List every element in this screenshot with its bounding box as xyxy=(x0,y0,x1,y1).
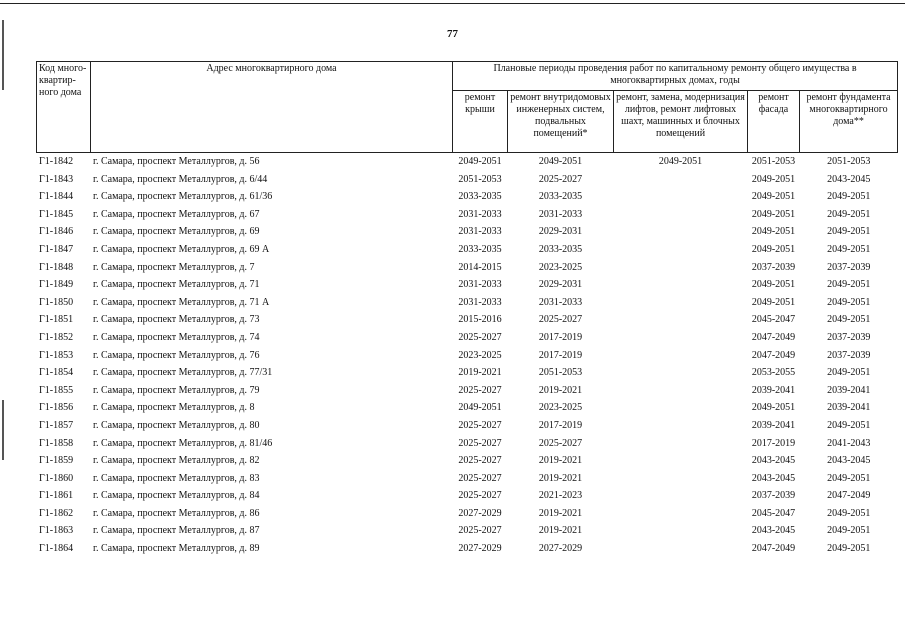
cell-address: г. Самара, проспект Металлургов, д. 69 А xyxy=(93,243,270,255)
table-row xyxy=(37,452,898,470)
cell-roof: 2019-2021 xyxy=(458,367,502,379)
cell-address: г. Самара, проспект Металлургов, д. 56 xyxy=(93,156,260,167)
table-row xyxy=(37,188,898,206)
cell-code: Г1-1848 xyxy=(39,261,74,273)
cell-address: г. Самара, проспект Металлургов, д. 71 xyxy=(93,279,260,291)
cell-foundation: 2037-2039 xyxy=(827,349,871,361)
cell-roof: 2049-2051 xyxy=(458,156,502,167)
cell-elevators xyxy=(614,487,748,505)
cell-foundation: 2051-2053 xyxy=(827,156,871,167)
cell-roof: 2025-2027 xyxy=(458,437,502,449)
cell-engineering: 2031-2033 xyxy=(538,208,583,220)
cell-code: Г1-1849 xyxy=(39,279,74,291)
cell-address: г. Самара, проспект Металлургов, д. 7 xyxy=(93,261,255,273)
cell-elevators xyxy=(614,294,748,312)
table-row xyxy=(37,399,898,417)
header-foundation: ремонт фундамента многоквартирного дома** xyxy=(800,91,898,153)
cell-address: г. Самара, проспект Металлургов, д. 83 xyxy=(93,472,260,484)
cell-engineering: 2031-2033 xyxy=(538,296,583,308)
cell-facade: 2047-2049 xyxy=(751,543,796,555)
cell-engineering: 2025-2027 xyxy=(538,437,583,449)
cell-engineering: 2033-2035 xyxy=(538,243,583,255)
header-engineering: ремонт внутридомовых инженерных систем, подвальных помещений* xyxy=(508,91,614,153)
cell-roof: 2023-2025 xyxy=(458,349,502,361)
table-row xyxy=(37,259,898,277)
cell-address: г. Самара, проспект Металлургов, д. 84 xyxy=(93,490,260,502)
cell-facade: 2043-2045 xyxy=(751,525,796,537)
cell-roof: 2027-2029 xyxy=(458,507,502,519)
cell-foundation: 2039-2041 xyxy=(827,402,871,414)
cell-engineering: 2019-2021 xyxy=(538,384,583,396)
cell-elevators xyxy=(614,311,748,329)
cell-facade: 2037-2039 xyxy=(751,490,796,502)
cell-elevators xyxy=(614,417,748,435)
cell-foundation: 2049-2051 xyxy=(827,279,871,291)
repair-schedule-table xyxy=(36,61,898,558)
header-address: Адрес многоквартирного дома xyxy=(91,62,453,153)
cell-address: г. Самара, проспект Металлургов, д. 87 xyxy=(93,525,260,537)
cell-engineering: 2019-2021 xyxy=(538,455,583,467)
cell-address: г. Самара, проспект Металлургов, д. 80 xyxy=(93,419,260,431)
cell-foundation: 2049-2051 xyxy=(827,507,871,519)
cell-engineering: 2017-2019 xyxy=(538,419,583,431)
cell-roof: 2051-2053 xyxy=(458,173,502,185)
table-row xyxy=(37,470,898,488)
cell-code: Г1-1854 xyxy=(39,367,74,379)
cell-code: Г1-1843 xyxy=(39,173,74,185)
cell-code: Г1-1859 xyxy=(39,455,74,467)
cell-code: Г1-1842 xyxy=(39,156,74,167)
cell-foundation: 2049-2051 xyxy=(827,367,871,379)
cell-code: Г1-1844 xyxy=(39,191,74,203)
cell-elevators xyxy=(614,470,748,488)
table-row xyxy=(37,382,898,400)
cell-foundation: 2049-2051 xyxy=(827,226,871,238)
cell-facade: 2017-2019 xyxy=(751,437,796,449)
cell-roof: 2049-2051 xyxy=(458,402,502,414)
cell-facade: 2049-2051 xyxy=(751,402,796,414)
cell-roof: 2031-2033 xyxy=(458,226,502,238)
cell-foundation: 2049-2051 xyxy=(827,419,871,431)
table-row xyxy=(37,311,898,329)
cell-elevators xyxy=(614,223,748,241)
scan-edge-mark xyxy=(2,400,4,460)
cell-elevators xyxy=(614,171,748,189)
cell-roof: 2025-2027 xyxy=(458,490,502,502)
cell-foundation: 2049-2051 xyxy=(827,208,871,220)
cell-engineering: 2023-2025 xyxy=(538,402,583,414)
page-top-rule xyxy=(0,3,905,4)
header-code: Код много-квартир-ного дома xyxy=(37,62,91,153)
cell-roof: 2025-2027 xyxy=(458,455,502,467)
cell-foundation: 2047-2049 xyxy=(827,490,871,502)
cell-code: Г1-1853 xyxy=(39,349,74,361)
cell-roof: 2025-2027 xyxy=(458,525,502,537)
cell-facade: 2049-2051 xyxy=(751,296,796,308)
cell-foundation: 2049-2051 xyxy=(827,525,871,537)
cell-foundation: 2043-2045 xyxy=(827,173,871,185)
cell-foundation: 2049-2051 xyxy=(827,296,871,308)
cell-engineering: 2021-2023 xyxy=(538,490,583,502)
cell-elevators xyxy=(614,382,748,400)
table-row xyxy=(37,522,898,540)
header-row-top xyxy=(37,62,898,91)
cell-code: Г1-1855 xyxy=(39,384,74,396)
table-row xyxy=(37,487,898,505)
table-row xyxy=(37,540,898,558)
cell-address: г. Самара, проспект Металлургов, д. 86 xyxy=(93,507,260,519)
cell-address: г. Самара, проспект Металлургов, д. 76 xyxy=(93,349,260,361)
cell-roof: 2015-2016 xyxy=(458,314,502,326)
cell-facade: 2049-2051 xyxy=(751,226,796,238)
cell-facade: 2049-2051 xyxy=(751,279,796,291)
cell-code: Г1-1847 xyxy=(39,243,74,255)
cell-engineering: 2027-2029 xyxy=(538,543,583,555)
cell-elevators xyxy=(614,329,748,347)
cell-roof: 2025-2027 xyxy=(458,419,502,431)
cell-engineering: 2033-2035 xyxy=(538,191,583,203)
cell-address: г. Самара, проспект Металлургов, д. 67 xyxy=(93,208,260,220)
cell-code: Г1-1864 xyxy=(39,543,74,555)
cell-roof: 2014-2015 xyxy=(458,261,502,273)
cell-foundation: 2043-2045 xyxy=(827,455,871,467)
cell-engineering: 2017-2019 xyxy=(538,331,583,343)
cell-elevators xyxy=(614,347,748,365)
cell-code: Г1-1863 xyxy=(39,525,74,537)
table-row xyxy=(37,153,898,171)
table-row xyxy=(37,206,898,224)
cell-engineering: 2019-2021 xyxy=(538,472,583,484)
table-row xyxy=(37,276,898,294)
table-row xyxy=(37,171,898,189)
cell-engineering: 2025-2027 xyxy=(538,173,583,185)
cell-elevators: 2049-2051 xyxy=(658,156,703,167)
cell-engineering: 2025-2027 xyxy=(538,314,583,326)
cell-roof: 2033-2035 xyxy=(458,243,502,255)
cell-address: г. Самара, проспект Металлургов, д. 79 xyxy=(93,384,260,396)
cell-code: Г1-1852 xyxy=(39,331,74,343)
cell-code: Г1-1845 xyxy=(39,208,74,220)
cell-address: г. Самара, проспект Металлургов, д. 77/31 xyxy=(93,367,273,379)
header-elevators: ремонт, замена, модернизация лифтов, ремонт лифтовых шахт, машинных и блочных помещений xyxy=(614,91,748,153)
cell-foundation: 2049-2051 xyxy=(827,472,871,484)
cell-elevators xyxy=(614,259,748,277)
cell-elevators xyxy=(614,435,748,453)
page-number: 77 xyxy=(447,28,458,40)
cell-address: г. Самара, проспект Металлургов, д. 89 xyxy=(93,543,260,555)
cell-foundation: 2049-2051 xyxy=(827,191,871,203)
cell-code: Г1-1851 xyxy=(39,314,74,326)
cell-code: Г1-1862 xyxy=(39,507,74,519)
cell-engineering: 2019-2021 xyxy=(538,525,583,537)
cell-address: г. Самара, проспект Металлургов, д. 6/44 xyxy=(93,173,268,185)
cell-address: г. Самара, проспект Металлургов, д. 69 xyxy=(93,226,260,238)
cell-address: г. Самара, проспект Металлургов, д. 8 xyxy=(93,402,255,414)
cell-engineering: 2029-2031 xyxy=(538,226,583,238)
table-row xyxy=(37,435,898,453)
cell-elevators xyxy=(614,399,748,417)
cell-elevators xyxy=(614,206,748,224)
cell-foundation: 2039-2041 xyxy=(827,384,871,396)
cell-facade: 2037-2039 xyxy=(751,261,796,273)
cell-foundation: 2049-2051 xyxy=(827,543,871,555)
cell-facade: 2043-2045 xyxy=(751,455,796,467)
cell-facade: 2053-2055 xyxy=(751,367,796,379)
cell-roof: 2031-2033 xyxy=(458,296,502,308)
cell-roof: 2031-2033 xyxy=(458,208,502,220)
cell-engineering: 2023-2025 xyxy=(538,261,583,273)
cell-address: г. Самара, проспект Металлургов, д. 71 А xyxy=(93,296,270,308)
cell-elevators xyxy=(614,241,748,259)
table-row xyxy=(37,241,898,259)
cell-facade: 2045-2047 xyxy=(751,314,796,326)
cell-engineering: 2049-2051 xyxy=(538,156,583,167)
cell-address: г. Самара, проспект Металлургов, д. 74 xyxy=(93,331,260,343)
cell-facade: 2049-2051 xyxy=(751,208,796,220)
cell-elevators xyxy=(614,540,748,558)
table-row xyxy=(37,347,898,365)
cell-roof: 2031-2033 xyxy=(458,279,502,291)
cell-facade: 2051-2053 xyxy=(751,156,796,167)
cell-elevators xyxy=(614,505,748,523)
cell-code: Г1-1857 xyxy=(39,419,74,431)
cell-roof: 2025-2027 xyxy=(458,331,502,343)
cell-address: г. Самара, проспект Металлургов, д. 81/46 xyxy=(93,437,273,449)
cell-code: Г1-1846 xyxy=(39,226,74,238)
cell-engineering: 2051-2053 xyxy=(538,367,583,379)
table-row xyxy=(37,329,898,347)
cell-address: г. Самара, проспект Металлургов, д. 61/36 xyxy=(93,191,273,203)
cell-foundation: 2037-2039 xyxy=(827,261,871,273)
cell-elevators xyxy=(614,452,748,470)
cell-foundation: 2037-2039 xyxy=(827,331,871,343)
cell-elevators xyxy=(614,522,748,540)
cell-elevators xyxy=(614,188,748,206)
cell-code: Г1-1860 xyxy=(39,472,74,484)
cell-foundation: 2049-2051 xyxy=(827,314,871,326)
cell-facade: 2049-2051 xyxy=(751,243,796,255)
cell-engineering: 2029-2031 xyxy=(538,279,583,291)
cell-facade: 2047-2049 xyxy=(751,349,796,361)
cell-facade: 2047-2049 xyxy=(751,331,796,343)
cell-elevators xyxy=(614,364,748,382)
cell-facade: 2049-2051 xyxy=(751,173,796,185)
cell-facade: 2039-2041 xyxy=(751,384,796,396)
cell-elevators xyxy=(614,276,748,294)
cell-facade: 2049-2051 xyxy=(751,191,796,203)
header-periods: Плановые периоды проведения работ по капитальному ремонту общего имущества в многоквартирных домах, годы xyxy=(453,62,898,91)
cell-code: Г1-1850 xyxy=(39,296,74,308)
table-row xyxy=(37,223,898,241)
cell-foundation: 2049-2051 xyxy=(827,243,871,255)
table-row xyxy=(37,505,898,523)
table-body xyxy=(37,153,898,558)
cell-facade: 2039-2041 xyxy=(751,419,796,431)
cell-roof: 2025-2027 xyxy=(458,384,502,396)
table-row xyxy=(37,417,898,435)
cell-code: Г1-1856 xyxy=(39,402,74,414)
cell-facade: 2045-2047 xyxy=(751,507,796,519)
cell-address: г. Самара, проспект Металлургов, д. 73 xyxy=(93,314,260,326)
cell-engineering: 2017-2019 xyxy=(538,349,583,361)
table-row xyxy=(37,294,898,312)
cell-code: Г1-1858 xyxy=(39,437,74,449)
cell-facade: 2043-2045 xyxy=(751,472,796,484)
header-facade: ремонт фасада xyxy=(748,91,800,153)
cell-roof: 2027-2029 xyxy=(458,543,502,555)
header-roof: ремонт крыши xyxy=(453,91,508,153)
table-row xyxy=(37,364,898,382)
cell-engineering: 2019-2021 xyxy=(538,507,583,519)
cell-roof: 2025-2027 xyxy=(458,472,502,484)
cell-roof: 2033-2035 xyxy=(458,191,502,203)
cell-address: г. Самара, проспект Металлургов, д. 82 xyxy=(93,455,260,467)
cell-foundation: 2041-2043 xyxy=(827,437,871,449)
cell-code: Г1-1861 xyxy=(39,490,74,502)
